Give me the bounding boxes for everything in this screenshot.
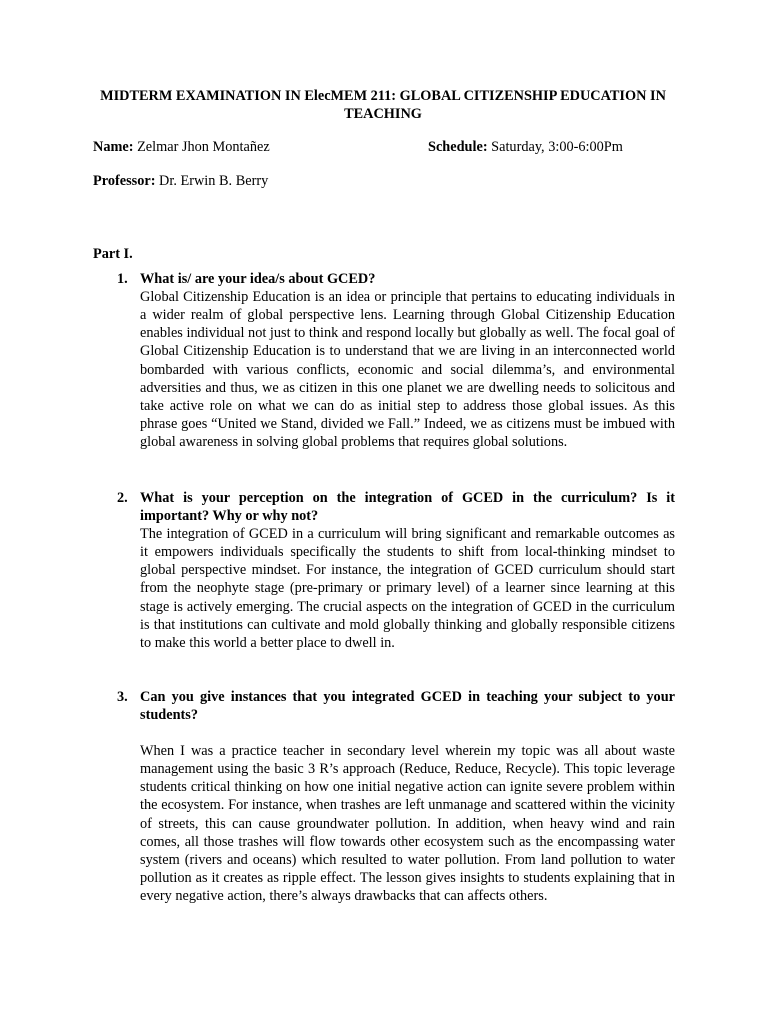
question-text: Can you give instances that you integrated GCED in teaching your subject to your students? bbox=[140, 689, 675, 723]
question-text: What is/ are your idea/s about GCED? bbox=[140, 271, 376, 287]
item-body bbox=[140, 489, 675, 652]
item-body bbox=[140, 270, 675, 451]
item-number: 2. bbox=[117, 490, 128, 506]
question-item bbox=[93, 489, 675, 652]
item-number: 1. bbox=[117, 271, 128, 287]
professor-label: Professor: bbox=[93, 173, 156, 189]
answer-text: When I was a practice teacher in secondary level wherein my topic was all about waste management using the basic 3 R’s approach (Reduce, Reduce, Recycle). This topic leverage students critical thinking on how one initial negative action can ignite severe problem within the ecosystem. For instance, when trashes are left unmanage and scattered within the vicinity of streets, this can cause groundwater pollution. In addition, when heavy wind and rain comes, all those trashes will flow towards other ecosystem such as the encompassing water system (rivers and oceans) which resulted to water pollution. From land pollution to water pollution as it creates as ripple effect. The lesson gives insights to students explaining that in every negative action, there’s always drawbacks that can affects others. bbox=[140, 743, 675, 905]
exam-title: MIDTERM EXAMINATION IN ElecMEM 211: GLOBAL CITIZENSHIP EDUCATION IN TEACHING bbox=[100, 88, 666, 122]
professor-line bbox=[93, 172, 268, 190]
item-body bbox=[140, 688, 675, 905]
name-label: Name: bbox=[93, 139, 134, 155]
schedule-line bbox=[428, 138, 623, 156]
answer-text: Global Citizenship Education is an idea or principle that pertains to educating individuals in a wider realm of global perspective lens. Learning through Global Citizenship Education enables individual not just to think and respond locally but globally as well. The focal goal of Global Citizenship Education is to understand that we are living in an interconnected world bombarded with various conflicts, economic and social dilemma’s, and environmental adversities and thus, we as citizen in this one planet we are dwelling needs to solicitous and take active role on what we can do as initial step to address those global issues. As this phrase goes “United we Stand, divided we Fall.” Indeed, we as citizens must be imbued with global awareness in solving global problems that requires global solutions. bbox=[140, 289, 675, 451]
schedule-value: Saturday, 3:00-6:00Pm bbox=[491, 139, 623, 155]
question-item bbox=[93, 270, 675, 451]
student-name-line bbox=[93, 138, 270, 156]
part-heading: Part I. bbox=[93, 246, 133, 262]
question-text: What is your perception on the integration of GCED in the curriculum? Is it important? Why or why not? bbox=[140, 490, 675, 524]
answer-text: The integration of GCED in a curriculum will bring significant and remarkable outcomes as it empowers individuals specifically the students to shift from local-thinking mindset to global perspective mindset. For instance, the integration of GCED curriculum should start from the neophyte stage (pre-primary or primary level) of a learner since learning at this stage is actively emerging. The crucial aspects on the integration of GCED in the curriculum is that institutions can cultivate and mold globally thinking and globally responsible citizens to make this world a better place to dwell in. bbox=[140, 526, 675, 651]
schedule-label: Schedule: bbox=[428, 139, 488, 155]
name-value: Zelmar Jhon Montañez bbox=[137, 139, 270, 155]
item-number: 3. bbox=[117, 689, 128, 705]
question-item bbox=[93, 688, 675, 905]
professor-value: Dr. Erwin B. Berry bbox=[159, 173, 269, 189]
